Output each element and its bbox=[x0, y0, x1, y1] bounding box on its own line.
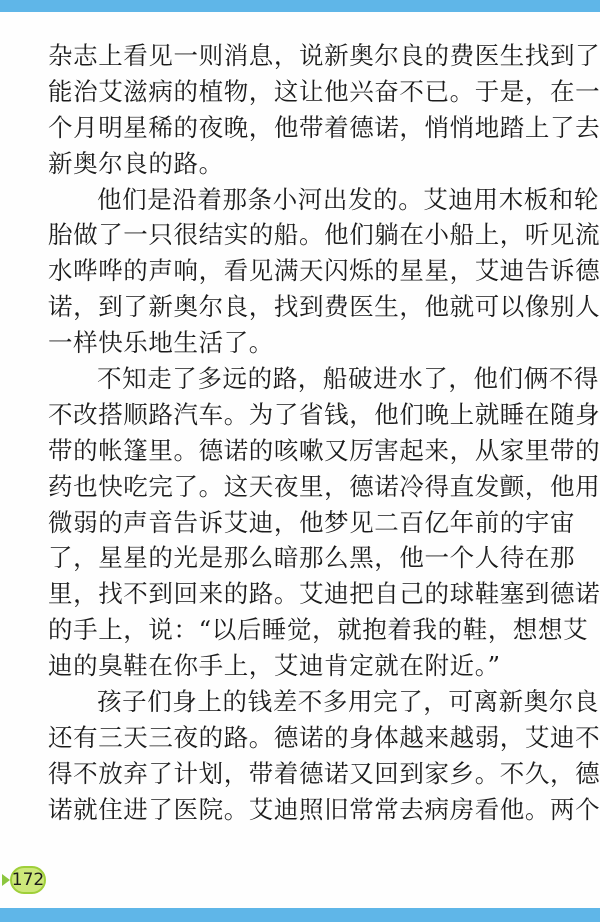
text-line: 药也快吃完了。这天夜里，德诺冷得直发颤，他用 bbox=[48, 471, 600, 501]
paragraph bbox=[48, 38, 600, 182]
top-border-bar bbox=[0, 0, 600, 12]
text-line: 个月明星稀的夜晚，他带着德诺，悄悄地踏上了去 bbox=[48, 112, 600, 142]
paragraph bbox=[48, 182, 600, 361]
text-line: 的手上，说：“以后睡觉，就抱着我的鞋，想想艾 bbox=[48, 615, 589, 645]
text-line: 胎做了一只很结实的船。他们躺在小船上，听见流 bbox=[48, 220, 600, 250]
page-number-marker bbox=[2, 864, 50, 896]
paragraph bbox=[48, 361, 600, 684]
page-number: 172 bbox=[10, 866, 46, 894]
text-line: 杂志上看见一则消息，说新奥尔良的费医生找到了 bbox=[48, 41, 600, 70]
text-line: 诺就住进了医院。艾迪照旧常常去病房看他。两个 bbox=[48, 794, 600, 824]
text-line: 里，找不到回来的路。艾迪把自己的球鞋塞到德诺 bbox=[48, 579, 600, 609]
text-line: 了，星星的光是那么暗那么黑，他一个人待在那 bbox=[48, 543, 576, 573]
text-line: 孩子们身上的钱差不多用完了，可离新奥尔良 bbox=[97, 687, 599, 717]
text-line: 不改搭顺路汽车。为了省钱，他们晚上就睡在随身 bbox=[48, 399, 600, 429]
text-line: 一样快乐地生活了。 bbox=[48, 328, 274, 358]
text-line: 微弱的声音告诉艾迪，他梦见二百亿年前的宇宙 bbox=[48, 507, 576, 537]
text-line: 得不放弃了计划，带着德诺又回到家乡。不久，德 bbox=[48, 758, 600, 788]
text-line: 能治艾滋病的植物，这让他兴奋不已。于是，在一 bbox=[48, 76, 600, 106]
text-line: 还有三天三夜的路。德诺的身体越来越弱，艾迪不 bbox=[48, 722, 600, 752]
text-line: 迪的臭鞋在你手上，艾迪肯定就在附近。” bbox=[48, 651, 501, 681]
paragraph bbox=[48, 684, 600, 828]
text-line: 诺，到了新奥尔良，找到费医生，他就可以像别人 bbox=[48, 292, 600, 322]
text-line: 水哗哗的声响，看见满天闪烁的星星，艾迪告诉德 bbox=[48, 256, 600, 286]
text-line: 不知走了多远的路，船破进水了，他们俩不得 bbox=[97, 364, 599, 394]
text-line: 他们是沿着那条小河出发的。艾迪用木板和轮 bbox=[97, 184, 599, 214]
text-line: 带的帐篷里。德诺的咳嗽又厉害起来，从家里带的 bbox=[48, 435, 600, 465]
book-page bbox=[0, 12, 600, 908]
page-number-pointer-icon bbox=[2, 874, 10, 886]
text-line: 新奥尔良的路。 bbox=[48, 148, 224, 178]
bottom-border-bar bbox=[0, 908, 600, 922]
body-text bbox=[48, 38, 600, 828]
